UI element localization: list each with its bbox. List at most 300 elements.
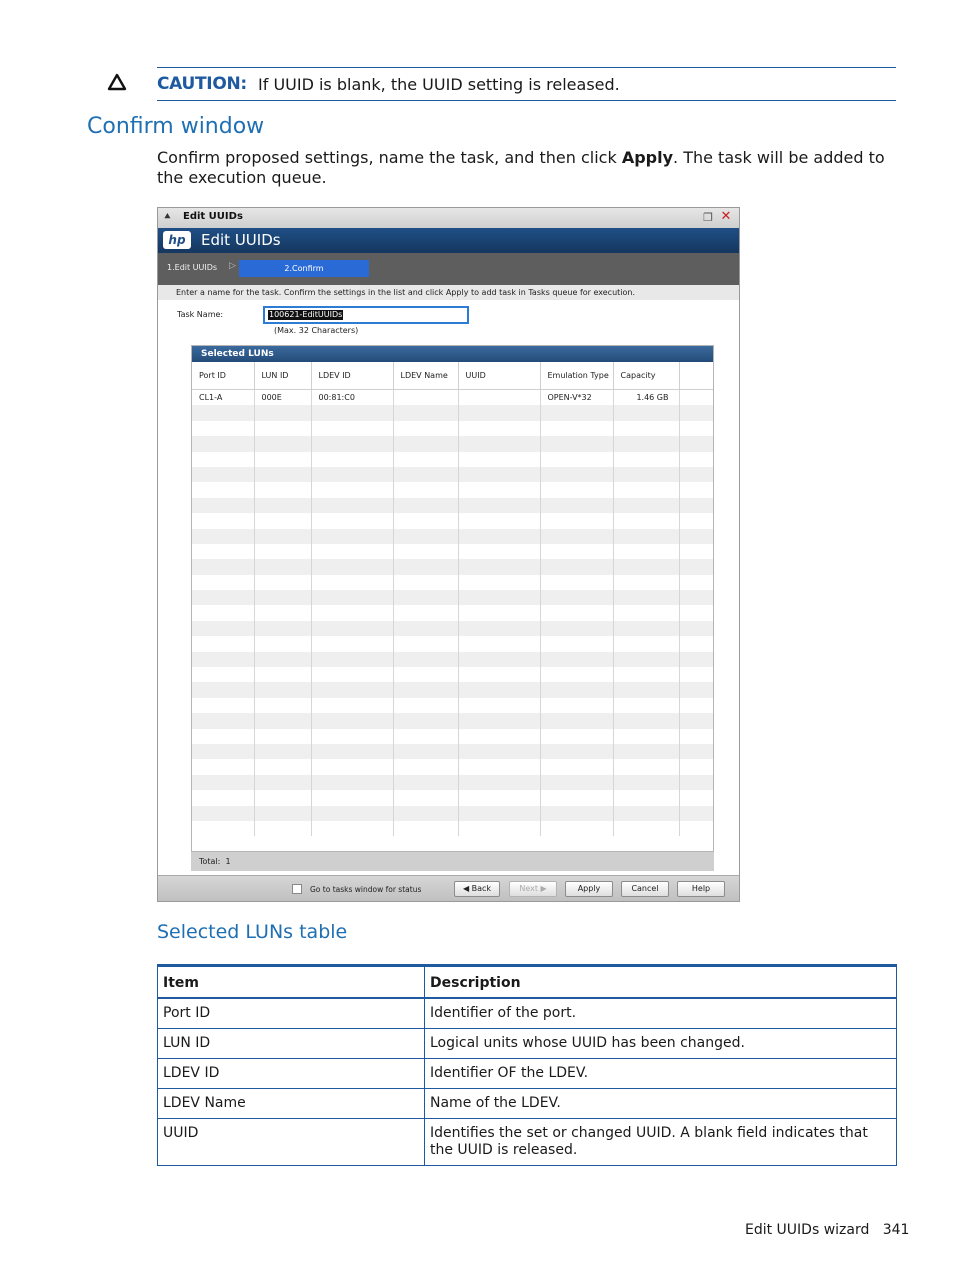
empty-cell (458, 498, 540, 513)
empty-cell (613, 498, 679, 513)
empty-cell (679, 590, 713, 605)
empty-cell (254, 667, 311, 682)
empty-cell (254, 682, 311, 697)
empty-cell (393, 713, 458, 728)
empty-cell (540, 498, 613, 513)
empty-cell (311, 744, 393, 759)
empty-table-row (192, 821, 713, 836)
collapse-chevrons-icon[interactable]: ⯅ (163, 210, 172, 223)
empty-table-row (192, 529, 713, 544)
empty-cell (613, 621, 679, 636)
empty-cell (192, 467, 254, 482)
empty-cell (458, 790, 540, 805)
empty-cell (393, 636, 458, 651)
empty-cell (393, 790, 458, 805)
empty-table-row (192, 482, 713, 497)
empty-cell (311, 636, 393, 651)
page-number: 341 (882, 1222, 910, 1238)
empty-cell (679, 467, 713, 482)
empty-cell (393, 405, 458, 420)
empty-table-row (192, 513, 713, 528)
empty-cell (192, 513, 254, 528)
wizard-title: Edit UUIDs (201, 231, 281, 249)
cell-uuid (458, 390, 540, 406)
item-cell: LUN ID (158, 1029, 425, 1059)
selected-luns-description-table (157, 964, 897, 1166)
table-row (158, 1029, 897, 1059)
empty-cell (458, 513, 540, 528)
wizard-button-bar (158, 875, 739, 902)
empty-cell (254, 467, 311, 482)
intro-paragraph (157, 148, 887, 188)
empty-cell (254, 405, 311, 420)
task-name-hint: (Max. 32 Characters) (274, 326, 359, 335)
empty-cell (613, 790, 679, 805)
empty-cell (458, 436, 540, 451)
empty-cell (540, 421, 613, 436)
empty-cell (393, 482, 458, 497)
empty-table-row (192, 421, 713, 436)
empty-cell (393, 821, 458, 836)
empty-cell (393, 621, 458, 636)
empty-table-row (192, 436, 713, 451)
empty-cell (613, 575, 679, 590)
empty-cell (311, 790, 393, 805)
empty-table-row (192, 775, 713, 790)
empty-cell (458, 605, 540, 620)
empty-cell (254, 744, 311, 759)
description-cell: Logical units whose UUID has been changed. (425, 1029, 897, 1059)
empty-cell (458, 652, 540, 667)
cancel-button[interactable]: Cancel (621, 881, 669, 897)
empty-cell (613, 682, 679, 697)
empty-table-row (192, 605, 713, 620)
cell-ldev-id: 00:81:C0 (311, 390, 393, 406)
empty-cell (192, 775, 254, 790)
empty-cell (192, 436, 254, 451)
empty-table-row (192, 405, 713, 420)
empty-cell (458, 590, 540, 605)
apply-button[interactable]: Apply (565, 881, 613, 897)
empty-cell (679, 529, 713, 544)
empty-cell (254, 636, 311, 651)
col-uuid[interactable]: UUID (458, 362, 540, 390)
empty-cell (192, 729, 254, 744)
empty-cell (311, 513, 393, 528)
table-row[interactable] (192, 390, 713, 406)
empty-table-row (192, 744, 713, 759)
empty-cell (540, 652, 613, 667)
empty-cell (458, 405, 540, 420)
item-cell: LDEV ID (158, 1059, 425, 1089)
empty-table-row (192, 575, 713, 590)
empty-cell (679, 806, 713, 821)
empty-cell (540, 529, 613, 544)
col-spacer (679, 362, 713, 390)
total-label: Total: (199, 857, 221, 866)
intro-text-before: Confirm proposed settings, name the task, and then click (157, 148, 622, 167)
empty-cell (192, 544, 254, 559)
luns-total-bar (191, 851, 714, 871)
step-arrow-icon: ▷ (229, 261, 236, 271)
col-port-id[interactable]: Port ID (192, 362, 254, 390)
empty-cell (254, 729, 311, 744)
empty-cell (540, 482, 613, 497)
instruction-text: Enter a name for the task. Confirm the settings in the list and click Apply to add task in Tasks queue for execution. (176, 288, 636, 297)
goto-tasks-label: Go to tasks window for status (310, 885, 422, 894)
empty-cell (254, 698, 311, 713)
empty-cell (613, 436, 679, 451)
description-cell: Name of the LDEV. (425, 1089, 897, 1119)
empty-table-row (192, 452, 713, 467)
table-heading: Selected LUNs table (157, 921, 348, 943)
empty-cell (613, 605, 679, 620)
help-button[interactable]: Help (677, 881, 725, 897)
empty-cell (254, 590, 311, 605)
next-button[interactable]: Next ▶ (509, 881, 557, 897)
empty-cell (540, 806, 613, 821)
empty-cell (192, 482, 254, 497)
total-value: 1 (225, 857, 231, 866)
selected-luns-title-text: Selected LUNs (201, 349, 274, 359)
empty-cell (458, 698, 540, 713)
item-cell: LDEV Name (158, 1089, 425, 1119)
empty-cell (613, 590, 679, 605)
empty-cell (311, 421, 393, 436)
doc-table-header-row (158, 966, 897, 999)
hp-logo-icon: hp (163, 231, 191, 249)
empty-cell (254, 652, 311, 667)
empty-cell (311, 559, 393, 574)
empty-cell (540, 590, 613, 605)
empty-cell (540, 744, 613, 759)
item-cell: Port ID (158, 998, 425, 1029)
empty-cell (679, 405, 713, 420)
empty-cell (192, 575, 254, 590)
empty-cell (679, 713, 713, 728)
empty-cell (458, 713, 540, 728)
empty-table-row (192, 806, 713, 821)
empty-cell (254, 529, 311, 544)
empty-cell (311, 698, 393, 713)
wizard-header (158, 228, 739, 253)
empty-cell (254, 821, 311, 836)
empty-cell (311, 405, 393, 420)
col-capacity[interactable]: Capacity (613, 362, 679, 390)
empty-cell (311, 436, 393, 451)
empty-cell (254, 482, 311, 497)
window-title: Edit UUIDs (183, 211, 243, 222)
intro-apply-bold: Apply (621, 148, 674, 167)
empty-table-row (192, 559, 713, 574)
empty-cell (458, 452, 540, 467)
empty-cell (192, 621, 254, 636)
empty-table-row (192, 667, 713, 682)
empty-cell (613, 467, 679, 482)
empty-cell (540, 790, 613, 805)
col-ldev-name[interactable]: LDEV Name (393, 362, 458, 390)
col-lun-id[interactable]: LUN ID (254, 362, 311, 390)
empty-cell (192, 806, 254, 821)
cell-emulation-type: OPEN-V*32 (540, 390, 613, 406)
step-edit-uuids[interactable]: 1.Edit UUIDs (167, 263, 218, 272)
goto-tasks-checkbox[interactable] (292, 884, 302, 894)
empty-cell (540, 559, 613, 574)
empty-cell (613, 713, 679, 728)
empty-cell (458, 729, 540, 744)
caution-label: CAUTION: (157, 74, 247, 94)
empty-cell (393, 575, 458, 590)
empty-cell (679, 544, 713, 559)
empty-cell (540, 544, 613, 559)
empty-cell (393, 421, 458, 436)
empty-cell (393, 806, 458, 821)
back-button[interactable]: ◀ Back (454, 881, 500, 897)
empty-cell (458, 575, 540, 590)
empty-cell (458, 821, 540, 836)
description-cell: Identifier of the port. (425, 998, 897, 1029)
empty-cell (679, 559, 713, 574)
empty-cell (458, 544, 540, 559)
empty-cell (679, 729, 713, 744)
table-row (158, 1089, 897, 1119)
selected-luns-table (192, 362, 714, 836)
caution-top-rule (157, 67, 896, 68)
empty-table-row (192, 498, 713, 513)
luns-header-row (192, 362, 713, 390)
empty-cell (613, 529, 679, 544)
empty-cell (679, 775, 713, 790)
empty-table-row (192, 790, 713, 805)
task-name-value: 100621-EditUUIDs (269, 310, 343, 319)
empty-cell (192, 682, 254, 697)
page-footer (745, 1222, 909, 1238)
empty-cell (540, 682, 613, 697)
empty-cell (458, 421, 540, 436)
empty-cell (311, 467, 393, 482)
empty-cell (311, 775, 393, 790)
empty-cell (679, 821, 713, 836)
empty-cell (254, 605, 311, 620)
col-ldev-id[interactable]: LDEV ID (311, 362, 393, 390)
empty-table-row (192, 698, 713, 713)
caution-text: If UUID is blank, the UUID setting is released. (258, 75, 620, 94)
empty-cell (254, 513, 311, 528)
empty-cell (540, 729, 613, 744)
empty-cell (254, 421, 311, 436)
empty-cell (613, 729, 679, 744)
empty-cell (311, 806, 393, 821)
table-row (158, 998, 897, 1029)
empty-cell (192, 452, 254, 467)
item-cell: UUID (158, 1119, 425, 1166)
empty-cell (254, 775, 311, 790)
col-emulation-type[interactable]: Emulation Type (540, 362, 613, 390)
empty-cell (393, 513, 458, 528)
empty-cell (458, 621, 540, 636)
empty-cell (192, 821, 254, 836)
empty-cell (311, 821, 393, 836)
empty-cell (192, 636, 254, 651)
empty-cell (192, 605, 254, 620)
empty-cell (192, 559, 254, 574)
header-description: Description (425, 966, 897, 999)
empty-cell (254, 759, 311, 774)
empty-cell (311, 621, 393, 636)
empty-cell (192, 405, 254, 420)
empty-cell (613, 667, 679, 682)
empty-cell (458, 636, 540, 651)
empty-table-row (192, 544, 713, 559)
empty-cell (393, 436, 458, 451)
empty-cell (254, 452, 311, 467)
empty-cell (393, 452, 458, 467)
intro-text-after: . The task will be added to the execution queue. (157, 148, 885, 187)
empty-cell (679, 513, 713, 528)
empty-cell (458, 529, 540, 544)
empty-cell (254, 544, 311, 559)
footer-section: Edit UUIDs wizard (745, 1222, 870, 1238)
empty-cell (192, 498, 254, 513)
empty-cell (613, 559, 679, 574)
description-cell: Identifier OF the LDEV. (425, 1059, 897, 1089)
empty-cell (613, 544, 679, 559)
empty-cell (540, 452, 613, 467)
empty-cell (393, 498, 458, 513)
empty-cell (393, 698, 458, 713)
empty-cell (254, 575, 311, 590)
empty-table-row (192, 467, 713, 482)
empty-cell (458, 559, 540, 574)
empty-cell (393, 544, 458, 559)
empty-cell (679, 421, 713, 436)
empty-cell (613, 775, 679, 790)
empty-cell (540, 436, 613, 451)
empty-table-row (192, 652, 713, 667)
empty-cell (192, 421, 254, 436)
empty-cell (613, 452, 679, 467)
empty-cell (679, 667, 713, 682)
empty-cell (540, 775, 613, 790)
cell-lun-id: 000E (254, 390, 311, 406)
empty-cell (254, 621, 311, 636)
empty-cell (679, 698, 713, 713)
empty-cell (458, 806, 540, 821)
empty-cell (393, 652, 458, 667)
table-row (158, 1059, 897, 1089)
empty-cell (254, 713, 311, 728)
empty-cell (613, 513, 679, 528)
empty-cell (458, 682, 540, 697)
empty-cell (613, 698, 679, 713)
empty-cell (393, 729, 458, 744)
empty-cell (679, 436, 713, 451)
empty-cell (311, 605, 393, 620)
empty-cell (540, 405, 613, 420)
empty-cell (613, 421, 679, 436)
empty-cell (540, 713, 613, 728)
empty-cell (540, 821, 613, 836)
selected-luns-title (192, 346, 713, 362)
selected-luns-panel (191, 345, 714, 871)
empty-cell (458, 744, 540, 759)
empty-cell (679, 498, 713, 513)
empty-cell (540, 698, 613, 713)
empty-cell (254, 498, 311, 513)
empty-cell (311, 590, 393, 605)
task-name-label: Task Name: (177, 310, 224, 319)
empty-cell (393, 682, 458, 697)
instruction-bar (158, 285, 739, 300)
empty-cell (458, 775, 540, 790)
cell-spacer (679, 390, 713, 406)
empty-cell (679, 636, 713, 651)
empty-cell (393, 667, 458, 682)
empty-cell (679, 575, 713, 590)
empty-cell (679, 621, 713, 636)
empty-cell (540, 513, 613, 528)
empty-cell (254, 790, 311, 805)
window-titlebar (158, 208, 739, 229)
cell-port-id: CL1-A (192, 390, 254, 406)
empty-cell (311, 729, 393, 744)
empty-cell (613, 744, 679, 759)
edit-uuids-window (157, 207, 740, 902)
empty-cell (393, 759, 458, 774)
empty-cell (254, 559, 311, 574)
empty-cell (192, 529, 254, 544)
wizard-steps-bar (158, 253, 739, 285)
empty-cell (613, 821, 679, 836)
empty-cell (393, 529, 458, 544)
empty-cell (613, 806, 679, 821)
empty-cell (679, 790, 713, 805)
empty-cell (458, 667, 540, 682)
empty-cell (458, 759, 540, 774)
empty-cell (540, 667, 613, 682)
empty-cell (679, 482, 713, 497)
empty-cell (192, 590, 254, 605)
empty-cell (540, 759, 613, 774)
empty-cell (311, 529, 393, 544)
cell-ldev-name (393, 390, 458, 406)
empty-cell (540, 636, 613, 651)
empty-cell (393, 605, 458, 620)
empty-cell (311, 452, 393, 467)
step-confirm-active[interactable]: 2.Confirm (239, 260, 369, 277)
empty-cell (192, 744, 254, 759)
empty-cell (393, 559, 458, 574)
empty-cell (679, 759, 713, 774)
empty-cell (311, 759, 393, 774)
empty-cell (254, 806, 311, 821)
warning-triangle-icon (106, 72, 128, 92)
task-name-input[interactable] (263, 306, 469, 324)
empty-cell (613, 482, 679, 497)
empty-cell (311, 652, 393, 667)
empty-cell (679, 652, 713, 667)
empty-table-row (192, 590, 713, 605)
empty-cell (458, 467, 540, 482)
empty-cell (393, 590, 458, 605)
close-icon[interactable]: ✕ (720, 209, 732, 224)
empty-cell (192, 790, 254, 805)
empty-cell (311, 482, 393, 497)
restore-window-icon[interactable]: ❐ (703, 211, 713, 224)
empty-cell (311, 667, 393, 682)
empty-cell (192, 698, 254, 713)
empty-table-row (192, 713, 713, 728)
